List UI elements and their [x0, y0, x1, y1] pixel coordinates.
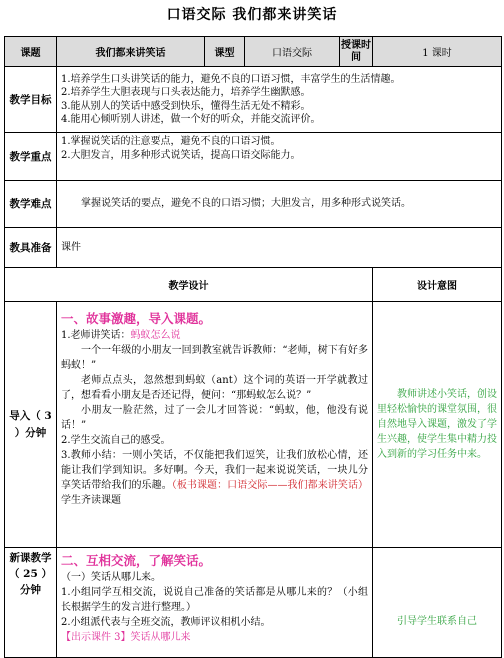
- section-new-title: 二、互相交流，了解笑话。: [61, 553, 212, 568]
- section-new-row: [5, 548, 502, 658]
- key-point-item: 2.大胆发言，用多种形式说笑话，提高口语交际能力。: [61, 149, 301, 161]
- story-title: 蚂蚁怎么说: [130, 330, 181, 341]
- key-point-item: 1.掌握说笑话的注意要点，避免不良的口语习惯。: [61, 136, 281, 147]
- section-intro-paragraph: [61, 448, 368, 508]
- intro-lead: 1.老师讲笑话：: [61, 330, 131, 341]
- difficulties-label: 教学难点: [5, 181, 57, 228]
- section-new-paragraph: （一）笑话从哪儿来。: [61, 572, 161, 583]
- section-intro-content: [57, 302, 373, 548]
- design-header-right: 设计意图: [373, 268, 502, 302]
- objective-item: 1.培养学生口头讲笑话的能力，避免不良的口语习惯，丰富学生的生活情趣。: [61, 73, 401, 85]
- section-intro-paragraph: 小朋友一脸茫然，过了一会儿才回答说：“蚂蚁，他，他没有说话！”: [61, 405, 368, 431]
- materials-value: 课件: [57, 228, 502, 268]
- section-intro-paragraph: 2.学生交流自己的感受。: [61, 435, 171, 446]
- summary-text: 3.教师小结：一则小笑话，不仅能把我们逗笑，让我们放松心情，还能让我们学到知识。多好啊。今天，我们一起来说说笑话，一块儿分享笑话带给我们的乐趣。: [61, 450, 368, 491]
- section-new-paragraph: 【出示课件 3】笑话从哪儿来: [61, 632, 191, 643]
- time-label: 授课时间: [340, 37, 373, 67]
- topic-label: 课题: [5, 37, 57, 67]
- objective-item: 3.能从别人的笑话中感受到快乐，懂得生活无处不精彩。: [61, 100, 311, 112]
- section-new-note: 引导学生联系自己: [397, 616, 477, 627]
- section-intro-paragraph: 一个一年级的小朋友一回到教室就告诉教师：“老师，树下有好多蚂蚁！”: [61, 345, 368, 371]
- key-points-content: [57, 133, 502, 181]
- difficulties-row: [5, 181, 502, 228]
- topic-value: 我们都来讲笑话: [57, 37, 205, 67]
- section-intro-title: 一、故事激趣，导入课题。: [61, 311, 212, 326]
- key-points-label: 教学重点: [5, 133, 57, 181]
- section-intro-note-cell: [373, 302, 502, 548]
- section-intro-label: 导入（ 3 ）分钟: [5, 302, 57, 548]
- lesson-plan-table: [4, 36, 502, 658]
- time-value: 1 课时: [373, 37, 502, 67]
- objectives-content: [57, 67, 502, 133]
- difficulties-content: 掌握说笑话的要点，避免不良的口语习惯；大胆发言，用多种形式说笑话。: [57, 181, 502, 228]
- section-new-content: [57, 548, 373, 658]
- section-new-paragraph: 1.小组同学互相交流，说说自己准备的笑话都是从哪儿来的？（小组长根据学生的发言进行整理。）: [61, 587, 368, 613]
- document-title: 口语交际 我们都来讲笑话: [166, 7, 338, 23]
- objective-item: 4.能用心倾听别人讲述，做一个好的听众，并能交流评价。: [61, 114, 321, 125]
- design-header-left: 教学设计: [5, 268, 373, 302]
- objectives-row: [5, 67, 502, 133]
- section-intro-paragraph: 老师点点头，忽然想到蚂蚁（ant）这个词的英语一开学就教过了，想看看小朋友是否还记得，便问：“那蚂蚁怎么说？”: [61, 375, 368, 401]
- key-points-row: [5, 133, 502, 181]
- objectives-label: 教学目标: [5, 67, 57, 133]
- section-intro-paragraph: [61, 328, 368, 343]
- type-label: 课型: [205, 37, 245, 67]
- objective-item: 2.培养学生大胆表现与口头表达能力，培养学生幽默感。: [61, 87, 311, 98]
- type-value: 口语交际: [245, 37, 340, 67]
- header-row: [5, 37, 502, 67]
- section-new-note-cell: [373, 548, 502, 658]
- section-new-paragraph: 2.小组派代表与全班交流，教师评议相机小结。: [61, 617, 271, 628]
- board-note: （板书课题：口语交际——我们都来讲笑话）: [171, 480, 369, 491]
- section-intro-note: 教师讲述小笑话，创设里轻松愉快的课堂氛围，很自然地导入课题，激发了学生兴趣，使学生集中精力投入到新的学习任务中来。: [377, 389, 497, 460]
- materials-row: [5, 228, 502, 268]
- materials-label: 教具准备: [5, 228, 57, 268]
- section-intro-row: [5, 302, 502, 548]
- summary-tail: 学生齐读课题: [61, 495, 121, 506]
- section-new-label: 新课教学（ 25 ）分钟: [5, 548, 57, 658]
- design-header-row: [5, 268, 502, 302]
